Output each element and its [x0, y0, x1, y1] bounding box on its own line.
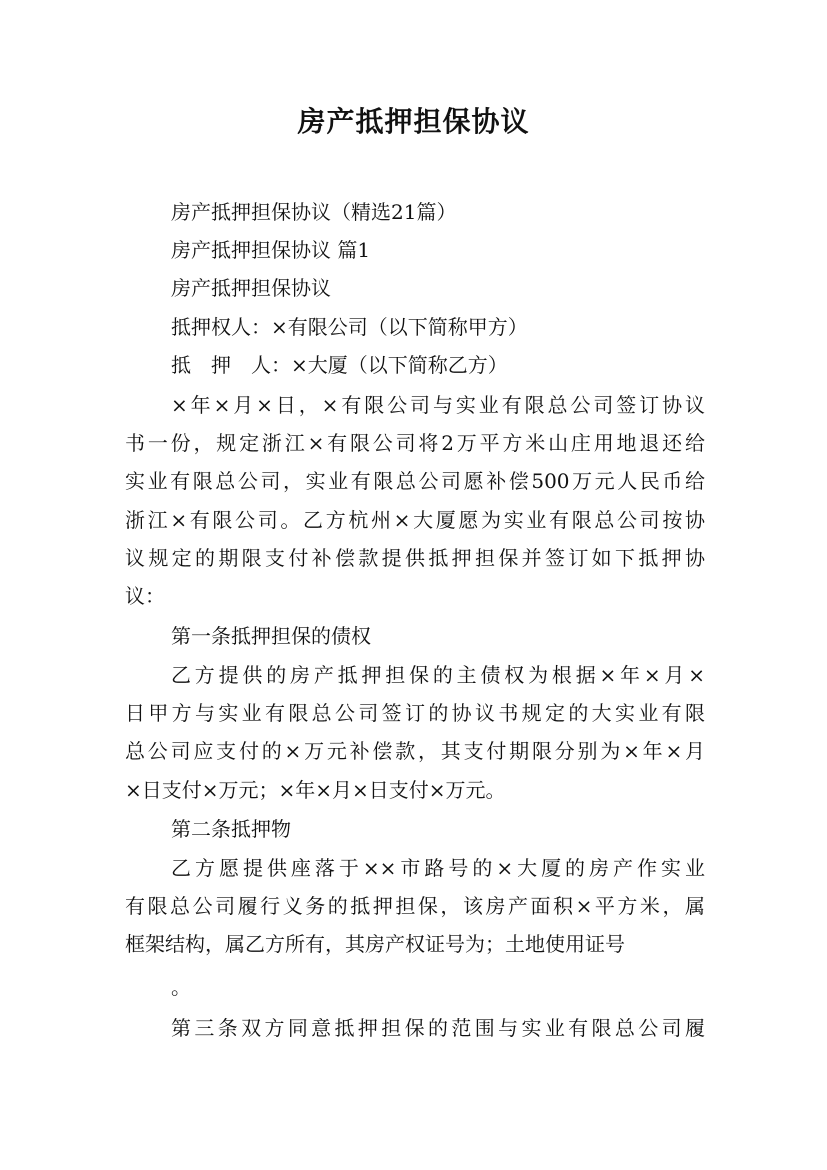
- document-title: 房产抵押担保协议: [297, 105, 530, 138]
- paragraph-line: ×年×月×日，×有限公司与实业有限总公司签订协议: [171, 393, 705, 417]
- paragraph-line: ×日支付×万元；×年×月×日支付×万元。: [125, 778, 506, 802]
- text-line: 房产抵押担保协议 篇1: [171, 238, 371, 262]
- paragraph-line: 书一份，规定浙江×有限公司将2万平方米山庄用地退还给: [125, 431, 705, 455]
- section-heading: 第一条抵押担保的债权: [171, 624, 371, 648]
- text-line: 房产抵押担保协议（精选21篇）: [171, 200, 457, 224]
- paragraph-line: 浙江×有限公司。乙方杭州×大厦愿为实业有限总公司按协: [125, 508, 705, 532]
- paragraph-line: 实业有限总公司，实业有限总公司愿补偿500万元人民币给: [125, 469, 705, 493]
- text-line: 房产抵押担保协议: [171, 276, 331, 300]
- paragraph-line: 有限总公司履行义务的抵押担保，该房产面积×平方米，属: [125, 894, 705, 918]
- section-heading: 第二条抵押物: [171, 817, 291, 841]
- paragraph-line: 日甲方与实业有限总公司签订的协议书规定的大实业有限: [125, 701, 705, 725]
- paragraph-line: 总公司应支付的×万元补偿款，其支付期限分别为×年×月: [125, 739, 705, 763]
- paragraph-line: 。: [171, 975, 191, 999]
- paragraph-line: 乙方提供的房产抵押担保的主债权为根据×年×月×: [171, 663, 705, 687]
- paragraph-line: 议：: [125, 584, 165, 608]
- text-line: 抵 押 人：×大厦（以下简称乙方）: [171, 353, 508, 377]
- section-heading: 第三条双方同意抵押担保的范围与实业有限总公司履: [171, 1016, 705, 1040]
- paragraph-line: 议规定的期限支付补偿款提供抵押担保并签订如下抵押协: [125, 546, 705, 570]
- paragraph-line: 乙方愿提供座落于××市路号的×大厦的房产作实业: [171, 856, 705, 880]
- paragraph-line: 框架结构，属乙方所有，其房产权证号为；土地使用证号: [125, 932, 625, 956]
- text-line: 抵押权人：×有限公司（以下简称甲方）: [171, 315, 528, 339]
